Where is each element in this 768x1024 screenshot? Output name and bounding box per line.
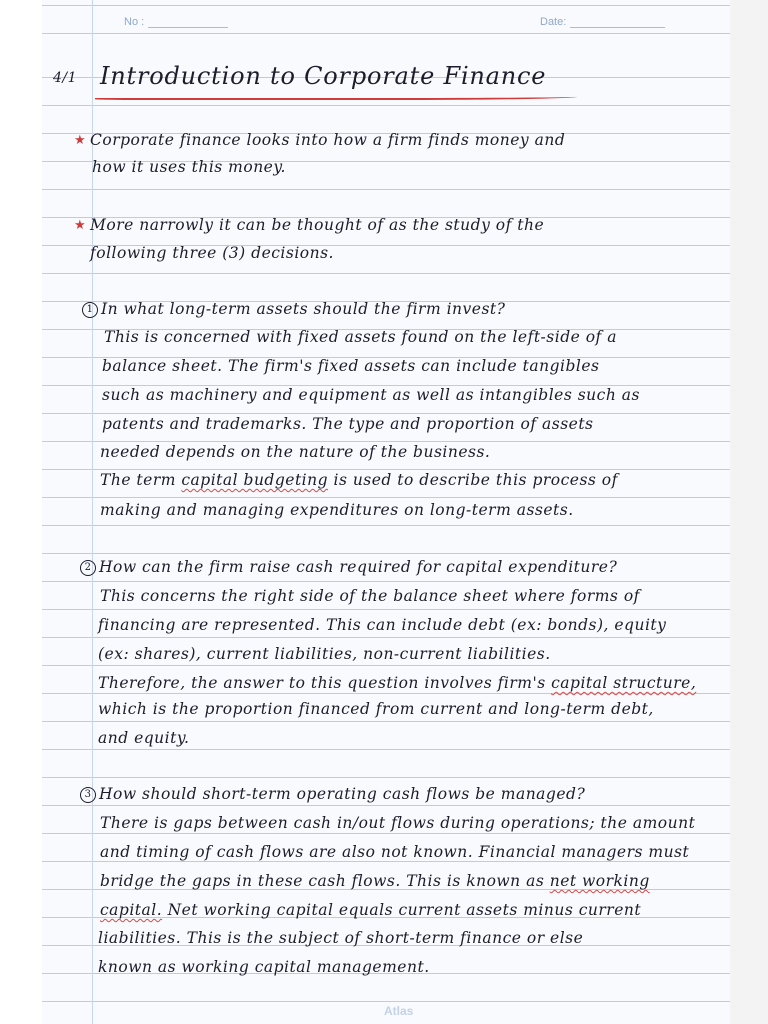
key-term: capital. bbox=[100, 901, 163, 919]
decision-3-line: known as working capital management. bbox=[98, 958, 430, 976]
number-badge: 2 bbox=[80, 560, 96, 576]
term-prefix: Therefore, the answer to this question involves firm's bbox=[98, 674, 546, 692]
decision-2-line: financing are represented. This can include debt (ex: bonds), equity bbox=[98, 616, 667, 634]
term-suffix: Net working capital equals current assets minus current bbox=[167, 901, 642, 919]
term-prefix: The term bbox=[100, 471, 176, 489]
decision-3-line: liabilities. This is the subject of short-term finance or else bbox=[98, 929, 584, 947]
intro-line: how it uses this money. bbox=[92, 158, 286, 176]
decision-2-term-line bbox=[98, 674, 696, 692]
no-field bbox=[124, 16, 228, 28]
decision-1-line: patents and trademarks. The type and proportion of assets bbox=[102, 415, 594, 433]
date-label: Date: bbox=[540, 16, 567, 28]
decision-2-line: This concerns the right side of the balance sheet where forms of bbox=[100, 587, 640, 605]
decision-1-question bbox=[82, 300, 505, 318]
question-text: How can the firm raise cash required for capital expenditure? bbox=[99, 558, 618, 576]
question-text: In what long-term assets should the firm invest? bbox=[101, 300, 506, 318]
scan-right-edge bbox=[730, 0, 768, 1024]
decision-1-line: needed depends on the nature of the business. bbox=[100, 443, 491, 461]
margin-line bbox=[92, 0, 93, 1024]
number-badge: 3 bbox=[80, 787, 96, 803]
decision-2-line: which is the proportion financed from current and long-term debt, bbox=[98, 700, 654, 718]
decision-3-term-line bbox=[100, 872, 650, 890]
decision-1-line: This is concerned with fixed assets found on the left-side of a bbox=[104, 328, 617, 346]
key-term: capital budgeting bbox=[181, 471, 329, 489]
decision-2-question bbox=[80, 558, 617, 576]
decision-2-line: (ex: shares), current liabilities, non-current liabilities. bbox=[98, 645, 551, 663]
bullet-star-icon: ★ bbox=[74, 218, 86, 233]
bullet-star-icon: ★ bbox=[74, 133, 86, 148]
page-title: Introduction to Corporate Finance bbox=[100, 62, 547, 90]
key-term: capital structure, bbox=[551, 674, 697, 692]
intro-line: following three (3) decisions. bbox=[90, 244, 334, 262]
decision-2-line: and equity. bbox=[98, 729, 190, 747]
decision-1-term-line bbox=[100, 471, 618, 489]
decision-3-line: There is gaps between cash in/out flows during operations; the amount bbox=[100, 814, 696, 832]
decision-1-line: such as machinery and equipment as well as intangibles such as bbox=[102, 386, 640, 404]
question-text: How should short-term operating cash flows be managed? bbox=[99, 785, 586, 803]
decision-3-question bbox=[80, 785, 585, 803]
notebook-brand-mark: Atlas bbox=[384, 1004, 414, 1018]
decision-3-term-line bbox=[100, 901, 641, 919]
date-field bbox=[540, 16, 665, 28]
term-suffix: is used to describe this process of bbox=[333, 471, 618, 489]
handwritten-date: 4/1 bbox=[53, 70, 78, 86]
term-prefix: bridge the gaps in these cash flows. This is known as bbox=[100, 872, 545, 890]
decision-1-line: balance sheet. The firm's fixed assets can include tangibles bbox=[102, 357, 600, 375]
decision-1-line: making and managing expenditures on long-term assets. bbox=[100, 501, 574, 519]
decision-3-line: and timing of cash flows are also not known. Financial managers must bbox=[100, 843, 690, 861]
title-underline bbox=[95, 92, 577, 100]
intro-line: More narrowly it can be thought of as the study of the bbox=[90, 216, 545, 234]
no-label: No : bbox=[124, 16, 145, 28]
key-term: net working bbox=[549, 872, 650, 890]
number-badge: 1 bbox=[82, 302, 98, 318]
intro-line: Corporate finance looks into how a firm finds money and bbox=[90, 131, 566, 149]
scan-left-edge bbox=[0, 0, 42, 1024]
